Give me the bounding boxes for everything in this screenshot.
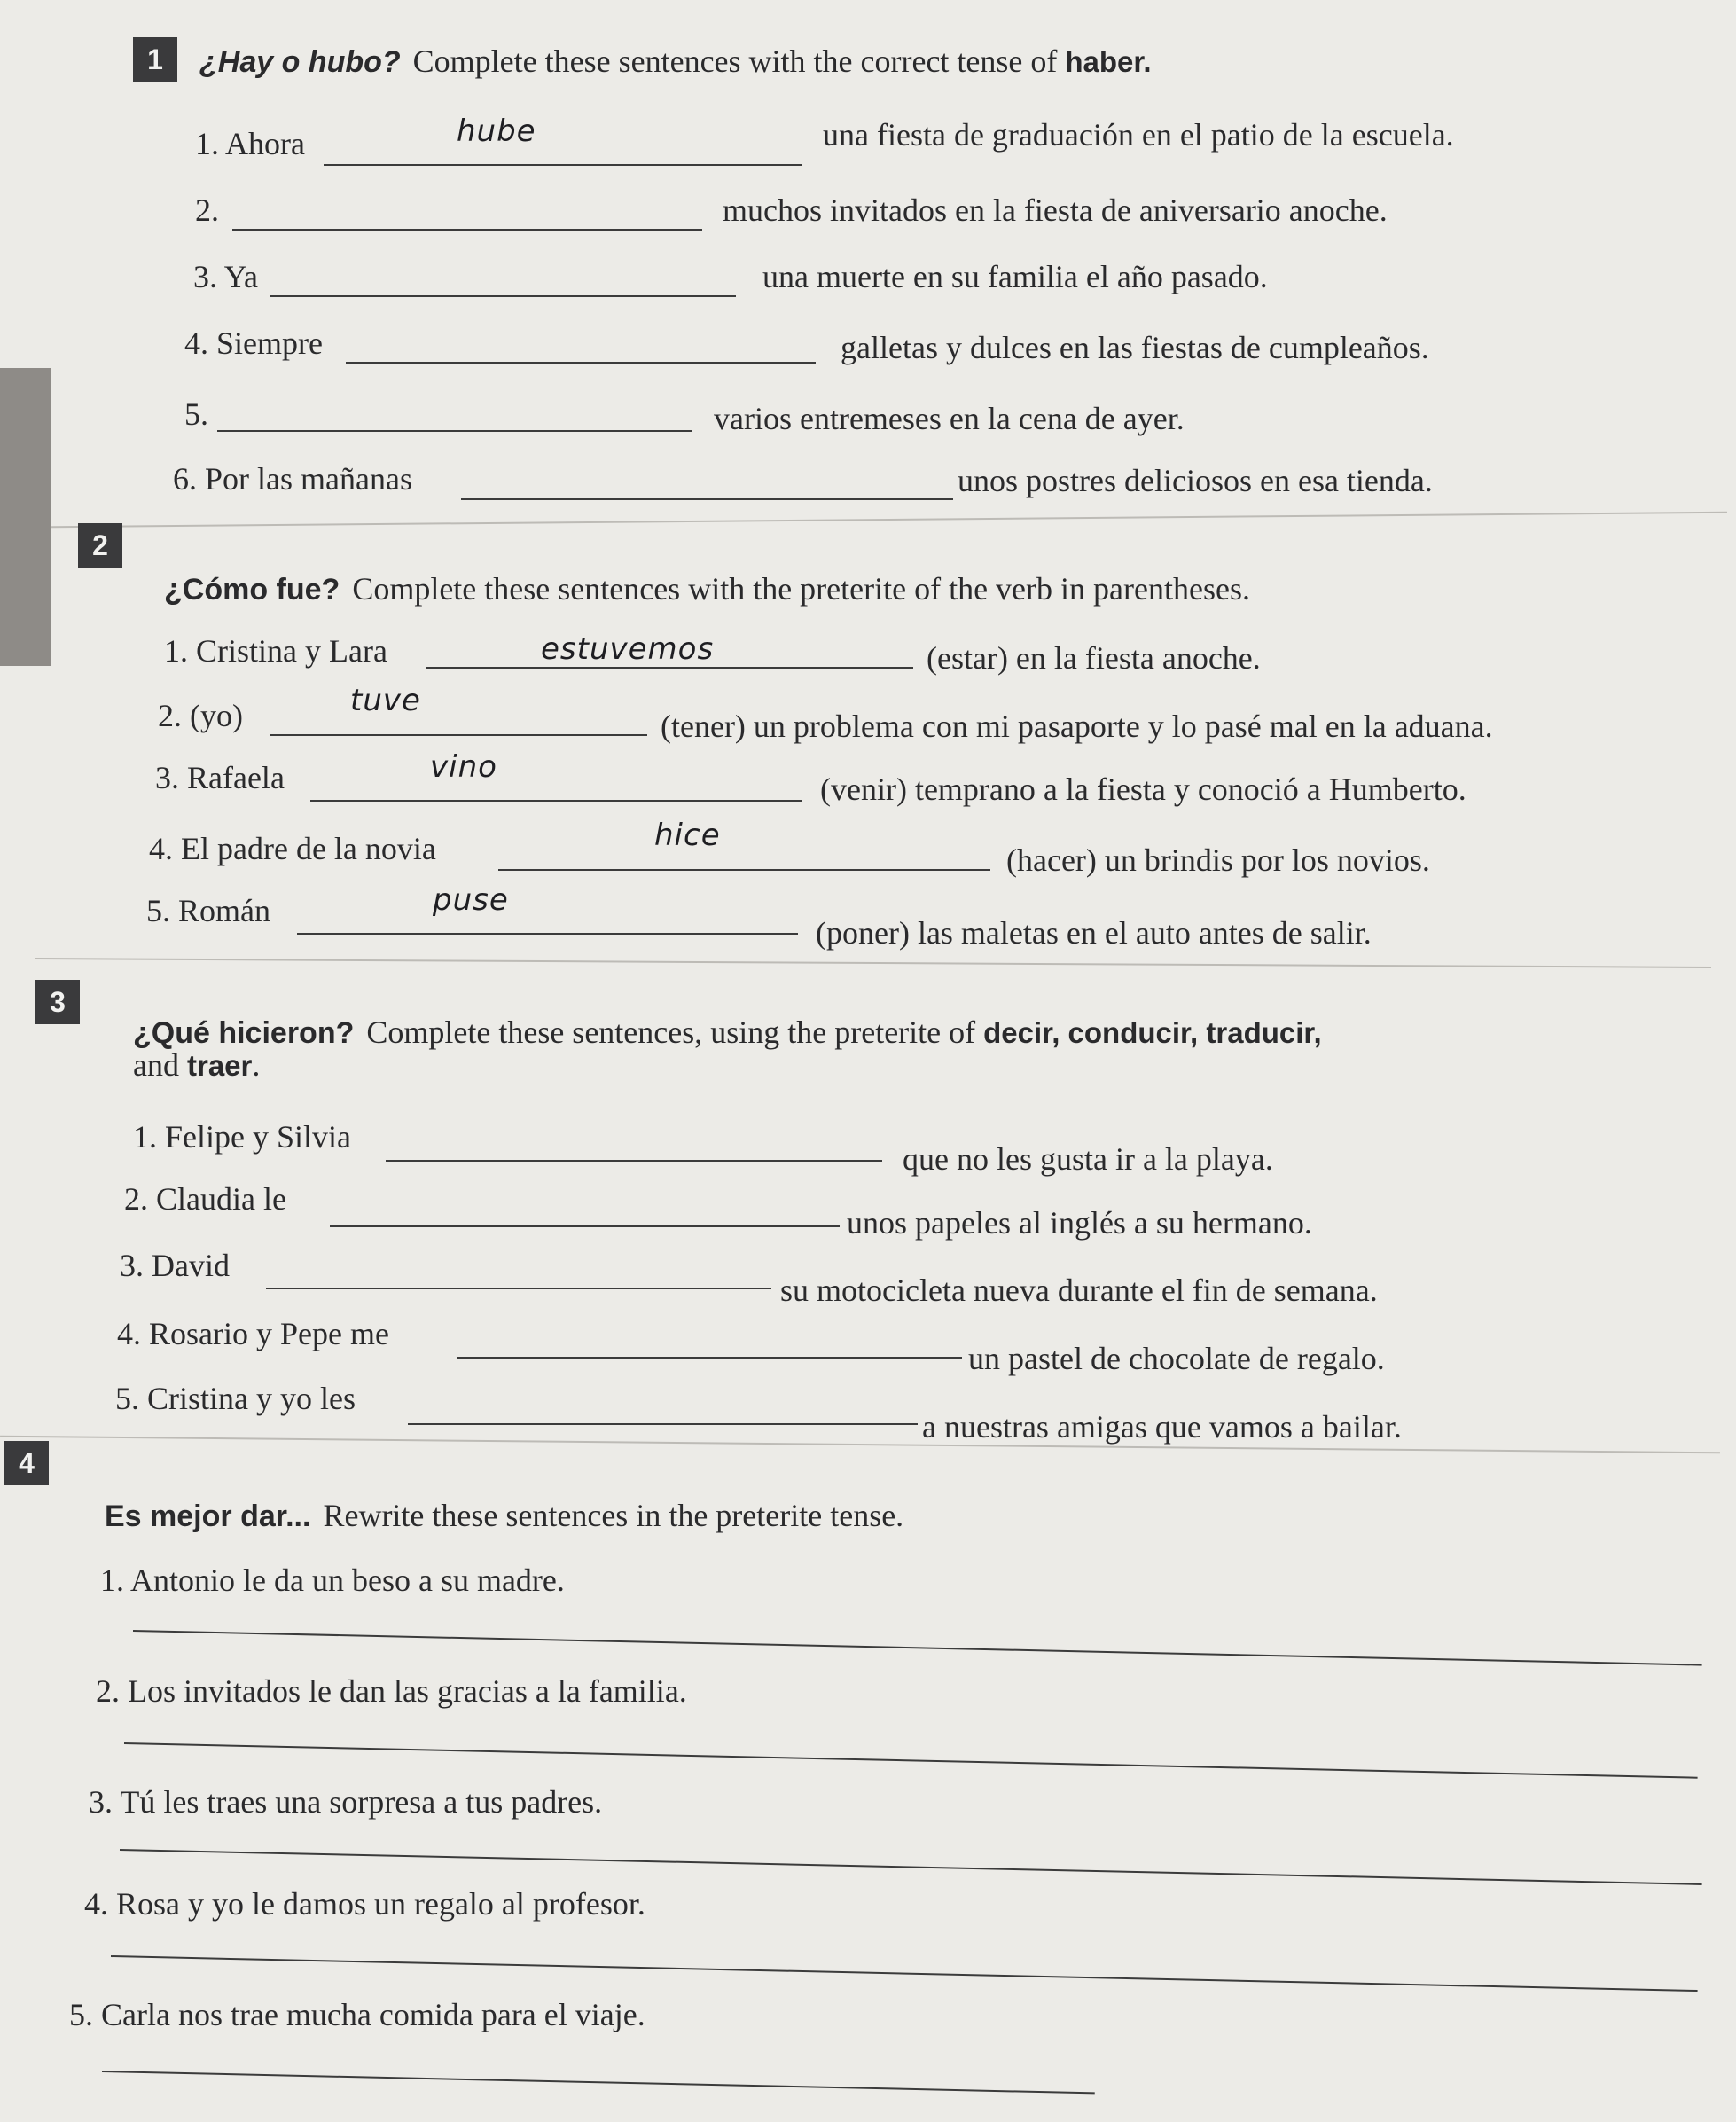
section-1-keyword: haber. xyxy=(1065,45,1152,78)
s4-item-4-answer-line[interactable] xyxy=(111,1955,1698,1992)
s1-item-5-rest: varios entremeses en la cena de ayer. xyxy=(714,401,1185,436)
s4-item-1-text: 1. Antonio le da un beso a su madre. xyxy=(100,1562,565,1598)
section-4-badge: 4 xyxy=(4,1441,49,1485)
s1-item-4-prefix: 4. Siempre xyxy=(184,325,323,361)
s3-item-4-blank[interactable] xyxy=(457,1321,962,1359)
section-3-period: . xyxy=(252,1047,261,1083)
s2-item-4-answer: hice xyxy=(654,818,721,853)
s4-item-5-answer-line[interactable] xyxy=(102,2071,1095,2094)
divider-2 xyxy=(35,958,1711,968)
s4-item-5-text: 5. Carla nos trae mucha comida para el viaje. xyxy=(69,1997,645,2032)
section-1-badge: 1 xyxy=(133,37,177,82)
s3-item-5-blank[interactable] xyxy=(408,1388,918,1425)
s3-item-5-prefix: 5. Cristina y yo les xyxy=(115,1381,356,1416)
s2-item-3-answer: vino xyxy=(430,749,497,785)
page-edge-tab xyxy=(0,368,51,666)
s2-item-3-prefix: 3. Rafaela xyxy=(155,760,285,795)
s3-item-2-prefix: 2. Claudia le xyxy=(124,1181,286,1217)
divider-3 xyxy=(0,1436,1720,1454)
s4-item-2-answer-line[interactable] xyxy=(124,1742,1698,1779)
section-4-title: Es mejor dar... xyxy=(105,1499,311,1533)
s2-item-5-answer: puse xyxy=(433,882,509,918)
s2-item-5-blank[interactable] xyxy=(297,897,798,935)
section-4-heading xyxy=(105,1494,903,1538)
s2-item-2-answer: tuve xyxy=(350,683,421,718)
section-2-title: ¿Cómo fue? xyxy=(164,573,340,607)
s2-item-4-rest: (hacer) un brindis por los novios. xyxy=(1006,842,1430,878)
s4-item-4-text: 4. Rosa y yo le damos un regalo al profesor. xyxy=(84,1886,645,1922)
s1-item-2-prefix: 2. xyxy=(195,192,219,228)
s2-item-2-prefix: 2. (yo) xyxy=(158,698,243,733)
s3-item-4-rest: un pastel de chocolate de regalo. xyxy=(968,1341,1385,1376)
section-3-and: and xyxy=(133,1047,179,1083)
s3-item-1-blank[interactable] xyxy=(386,1124,882,1162)
s1-item-3-prefix: 3. Ya xyxy=(193,259,259,294)
s3-item-5-rest: a nuestras amigas que vamos a bailar. xyxy=(922,1409,1402,1445)
s1-item-6-prefix: 6. Por las mañanas xyxy=(173,461,412,497)
section-3-heading xyxy=(133,1011,1322,1054)
section-2-instructions: Complete these sentences with the preterite of the verb in parentheses. xyxy=(352,571,1250,607)
s3-item-3-rest: su motocicleta nueva durante el fin de semana. xyxy=(780,1272,1378,1308)
s3-item-1-prefix: 1. Felipe y Silvia xyxy=(133,1119,351,1155)
s1-item-6-rest: unos postres deliciosos en esa tienda. xyxy=(958,463,1433,498)
section-4-instructions: Rewrite these sentences in the preterite tense. xyxy=(323,1498,904,1533)
s1-item-5-blank[interactable] xyxy=(217,395,692,432)
s2-item-1-rest: (estar) en la fiesta anoche. xyxy=(927,640,1261,676)
s3-item-1-rest: que no les gusta ir a la playa. xyxy=(903,1141,1273,1177)
section-3-title: ¿Qué hicieron? xyxy=(133,1016,355,1050)
s2-item-5-prefix: 5. Román xyxy=(146,893,270,928)
s1-item-1-rest: una fiesta de graduación en el patio de la escuela. xyxy=(823,117,1454,153)
s1-item-5-prefix: 5. xyxy=(184,396,208,432)
s4-item-2-text: 2. Los invitados le dan las gracias a la familia. xyxy=(96,1673,687,1709)
s1-item-6-blank[interactable] xyxy=(461,463,953,500)
s2-item-1-prefix: 1. Cristina y Lara xyxy=(164,633,387,669)
s1-item-2-rest: muchos invitados en la fiesta de aniversario anoche. xyxy=(723,192,1388,228)
s2-item-1-answer: estuvemos xyxy=(541,631,715,667)
section-3-heading-line2 xyxy=(133,1046,260,1084)
s1-item-2-blank[interactable] xyxy=(232,193,702,231)
s1-item-1-blank[interactable] xyxy=(324,129,802,166)
section-1-title: ¿Hay o hubo? xyxy=(199,45,401,79)
s2-item-5-rest: (poner) las maletas en el auto antes de salir. xyxy=(816,915,1372,951)
s3-item-3-prefix: 3. David xyxy=(120,1248,230,1283)
s4-item-1-answer-line[interactable] xyxy=(133,1630,1702,1666)
s3-item-2-blank[interactable] xyxy=(330,1190,840,1227)
s1-item-3-blank[interactable] xyxy=(270,260,736,297)
s1-item-4-blank[interactable] xyxy=(346,326,816,364)
s1-item-3-rest: una muerte en su familia el año pasado. xyxy=(762,259,1268,294)
s3-item-2-rest: unos papeles al inglés a su hermano. xyxy=(847,1205,1312,1241)
s3-item-3-blank[interactable] xyxy=(266,1252,771,1289)
section-2-badge: 2 xyxy=(78,523,122,568)
section-2-heading xyxy=(164,568,1250,611)
s1-item-1-prefix: 1. Ahora xyxy=(195,126,305,161)
s2-item-2-blank[interactable] xyxy=(270,699,647,736)
divider-1 xyxy=(51,512,1727,528)
section-3-instructions: Complete these sentences, using the preterite of xyxy=(366,1014,976,1050)
s4-item-3-text: 3. Tú les traes una sorpresa a tus padres. xyxy=(89,1784,603,1820)
s3-item-4-prefix: 4. Rosario y Pepe me xyxy=(117,1316,389,1351)
section-1-instructions: Complete these sentences with the correct tense of xyxy=(412,43,1058,79)
s2-item-2-rest: (tener) un problema con mi pasaporte y lo pasé mal en la aduana. xyxy=(661,709,1493,744)
section-3-keyword-traer: traer xyxy=(186,1049,253,1082)
s1-item-4-rest: galletas y dulces en las fiestas de cumpleaños. xyxy=(841,330,1429,365)
s4-item-3-answer-line[interactable] xyxy=(120,1849,1702,1885)
s2-item-3-blank[interactable] xyxy=(310,764,802,802)
s2-item-3-rest: (venir) temprano a la fiesta y conoció a Humberto. xyxy=(820,771,1466,807)
s2-item-4-prefix: 4. El padre de la novia xyxy=(149,831,436,866)
section-3-keywords: decir, conducir, traducir, xyxy=(983,1016,1322,1049)
s2-item-4-blank[interactable] xyxy=(498,834,990,871)
s1-item-1-answer: hube xyxy=(457,114,536,149)
section-1-heading xyxy=(199,40,1152,83)
section-3-badge: 3 xyxy=(35,980,80,1024)
